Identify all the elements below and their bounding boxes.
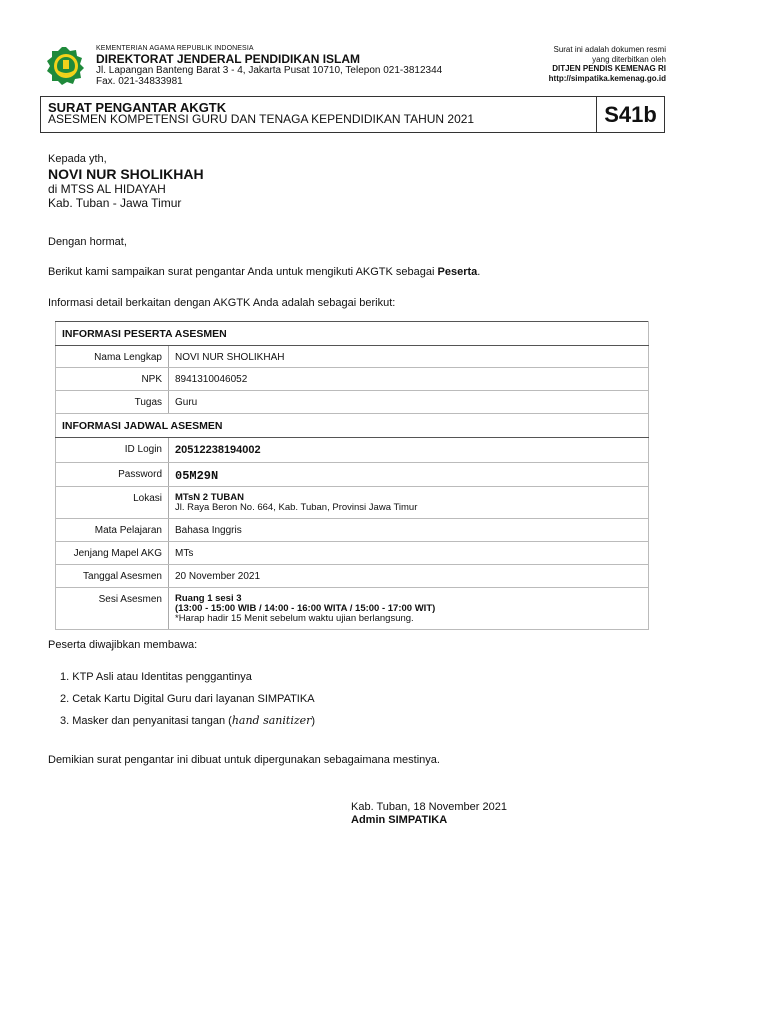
row-label: Jenjang Mapel AKG	[56, 542, 169, 565]
recipient-block	[48, 152, 204, 211]
session-room: Ruang 1 sesi 3	[175, 593, 242, 604]
place-date: Kab. Tuban, 18 November 2021	[351, 801, 507, 813]
ministry-name: KEMENTERIAN AGAMA REPUBLIK INDONESIA	[96, 45, 254, 52]
password-value: 05M29N	[175, 469, 219, 483]
requirements-list	[60, 666, 315, 732]
letter-title: SURAT PENGANTAR AKGTK	[48, 100, 227, 115]
list-item-end: )	[311, 715, 316, 727]
directorate-name: DIREKTORAT JENDERAL PENDIDIKAN ISLAM	[96, 52, 361, 66]
recipient-name: NOVI NUR SHOLIKHAH	[48, 166, 204, 182]
kemenag-emblem-icon	[46, 46, 86, 86]
table-row	[56, 463, 649, 487]
intro-paragraph	[48, 266, 480, 278]
table-row	[56, 542, 649, 565]
table-row	[56, 346, 649, 368]
salutation: Dengan hormat,	[48, 236, 127, 248]
form-code: S41b	[596, 97, 664, 132]
table-row	[56, 487, 649, 519]
official-note-issuer: DITJEN PENDIS KEMENAG RI	[552, 64, 666, 73]
table-row	[56, 368, 649, 391]
row-label: Nama Lengkap	[56, 346, 169, 368]
participant-section-title: INFORMASI PESERTA ASESMEN	[56, 322, 649, 346]
location-address: Jl. Raya Beron No. 664, Kab. Tuban, Provinsi Jawa Timur	[175, 502, 418, 513]
table-row	[56, 391, 649, 414]
recipient-region: Kab. Tuban - Jawa Timur	[48, 196, 182, 210]
session-time: (13:00 - 15:00 WIB / 14:00 - 16:00 WITA / 15:00 - 17:00 WIT)	[175, 603, 436, 614]
row-value: 8941310046052	[169, 368, 649, 391]
table-row	[56, 565, 649, 588]
row-label: Mata Pelajaran	[56, 519, 169, 542]
fax-line: Fax. 021-34833981	[96, 75, 183, 87]
row-label: Password	[56, 463, 169, 487]
row-label: Tugas	[56, 391, 169, 414]
signer-name: Admin SIMPATIKA	[351, 814, 448, 826]
row-label: ID Login	[56, 438, 169, 463]
intro-end: .	[477, 266, 481, 278]
detail-intro: Informasi detail berkaitan dengan AKGTK Anda adalah sebagai berikut:	[48, 297, 396, 309]
recipient-school: di MTSS AL HIDAYAH	[48, 182, 166, 196]
address-line: Jl. Lapangan Banteng Barat 3 - 4, Jakarta Pusat 10710, Telepon 021-3812344	[96, 65, 443, 76]
row-label: Sesi Asesmen	[56, 588, 169, 630]
table-row	[56, 588, 649, 630]
row-value: 20 November 2021	[169, 565, 649, 588]
signature-block	[351, 801, 507, 827]
official-note	[549, 45, 666, 83]
closing-text: Demikian surat pengantar ini dibuat untuk dipergunakan sebagaimana mestinya.	[48, 754, 440, 766]
requirements-heading: Peserta diwajibkan membawa:	[48, 639, 198, 651]
table-row	[56, 438, 649, 463]
letterhead	[46, 44, 666, 88]
schedule-section-title: INFORMASI JADWAL ASESMEN	[56, 414, 649, 438]
title-box	[40, 96, 665, 133]
official-note-url: http://simpatika.kemenag.go.id	[548, 73, 666, 83]
greeting: Kepada yth,	[48, 153, 107, 165]
row-value: NOVI NUR SHOLIKHAH	[169, 346, 649, 368]
list-item-italic: hand sanitizer	[231, 714, 312, 727]
location-name: MTsN 2 TUBAN	[175, 492, 244, 503]
official-note-line2: yang diterbitkan oleh	[592, 54, 666, 64]
info-table	[55, 321, 649, 630]
id-login-value: 20512238194002	[175, 444, 261, 456]
list-item: 2. Cetak Kartu Digital Guru dari layanan SIMPATIKA	[60, 693, 315, 705]
table-row	[56, 519, 649, 542]
row-value: MTs	[169, 542, 649, 565]
row-value: Guru	[169, 391, 649, 414]
letter-subtitle: ASESMEN KOMPETENSI GURU DAN TENAGA KEPENDIDIKAN TAHUN 2021	[48, 112, 475, 126]
row-label: NPK	[56, 368, 169, 391]
session-note: *Harap hadir 15 Menit sebelum waktu ujian berlangsung.	[175, 613, 414, 624]
row-value: Bahasa Inggris	[169, 519, 649, 542]
intro-text: Berikut kami sampaikan surat pengantar Anda untuk mengikuti AKGTK sebagai	[48, 266, 438, 278]
intro-role: Peserta	[437, 266, 478, 278]
row-label: Lokasi	[56, 487, 169, 519]
list-item-text: 3. Masker dan penyanitasi tangan (	[60, 715, 232, 727]
list-item	[60, 710, 315, 732]
official-note-line1: Surat ini adalah dokumen resmi	[553, 45, 666, 54]
list-item: 1. KTP Asli atau Identitas penggantinya	[60, 671, 252, 683]
row-label: Tanggal Asesmen	[56, 565, 169, 588]
